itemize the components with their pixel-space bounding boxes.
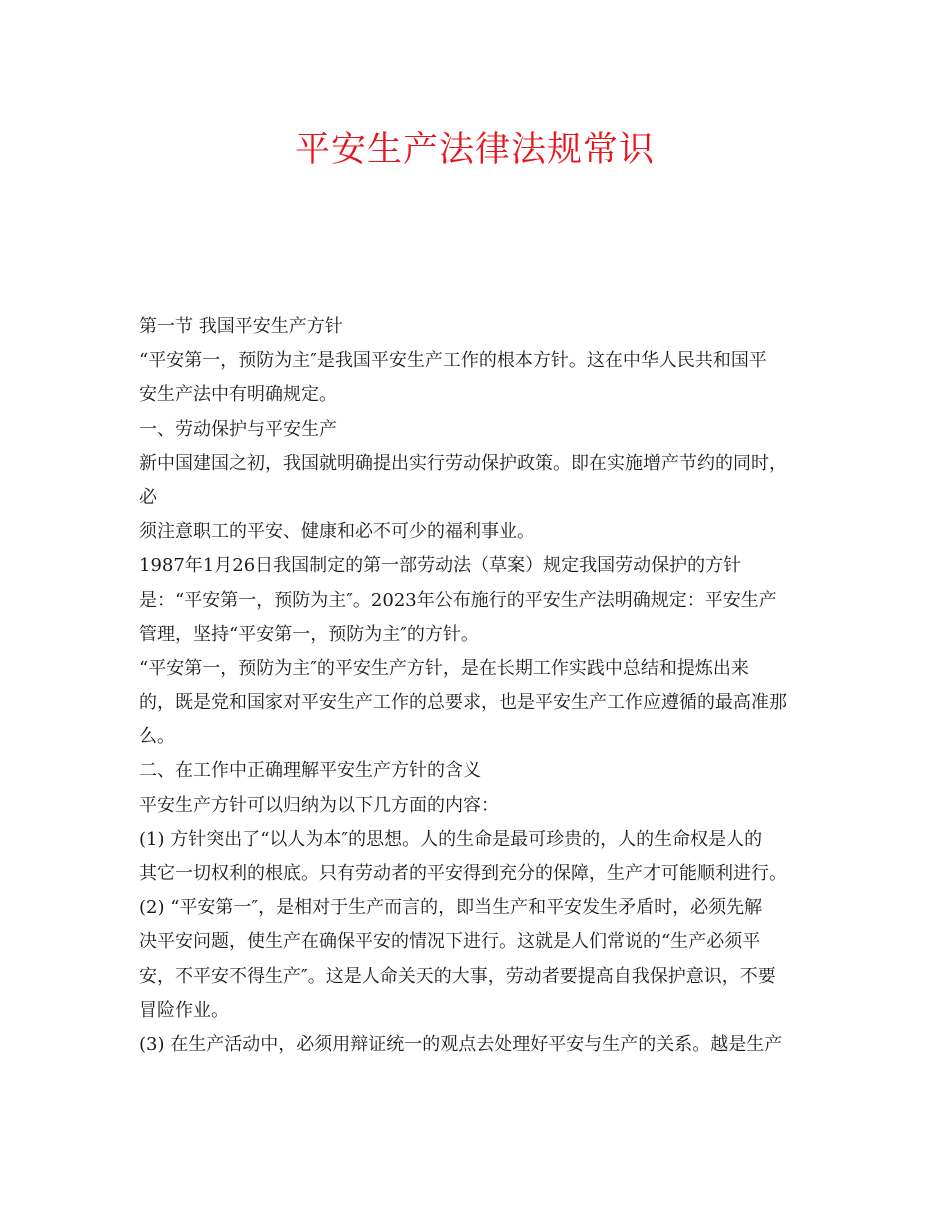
text-line: “平安第一，预防为主″的平安生产方针，是在长期工作实践中总结和提炼出来 <box>139 657 749 679</box>
text-line: 安，不平安不得生产″。这是人命关天的大事，劳动者要提高自我保护意识，不要 <box>139 965 776 987</box>
text-line: 的，既是党和国家对平安生产工作的总要求，也是平安生产工作应遵循的最高准那 <box>139 692 787 714</box>
text-line: 第一节 我国平安生产方针 <box>139 316 343 337</box>
text-line: 管理，坚持“平安第一，预防为主″的方针。 <box>139 623 479 645</box>
text-line: 决平安问题，使生产在确保平安的情况下进行。这就是人们常说的“生产必须平 <box>139 931 761 953</box>
text-line: 1987年1月26日我国制定的第一部劳动法（草案）规定我国劳动保护的方针 <box>139 555 742 577</box>
page-title: 平安生产法律法规常识 <box>294 130 655 170</box>
text-line: (1) 方针突出了“以人为本″的思想。人的生命是最可珍贵的，人的生命权是人的 <box>139 828 763 850</box>
text-line: 二、在工作中正确理解平安生产方针的含义 <box>139 760 481 782</box>
text-line: (3) 在生产活动中，必须用辩证统一的观点去处理好平安与生产的关系。越是生产 <box>139 1033 783 1055</box>
text-line: 一、劳动保护与平安生产 <box>139 418 337 440</box>
text-line: 安生产法中有明确规定。 <box>139 384 337 406</box>
text-line: 必 <box>139 486 157 508</box>
text-line: 是：“平安第一，预防为主″。2023年公布施行的平安生产法明确规定：平安生产 <box>139 589 777 611</box>
text-line: 新中国建国之初，我国就明确提出实行劳动保护政策。即在实施增产节约的同时， <box>139 452 787 474</box>
document-body <box>139 310 819 1062</box>
text-line: 其它一切权利的根底。只有劳动者的平安得到充分的保障，生产才可能顺利进行。 <box>139 863 787 884</box>
text-line: (2) “平安第一″，是相对于生产而言的，即当生产和平安发生矛盾时，必须先解 <box>139 897 763 919</box>
text-line: “平安第一，预防为主″是我国平安生产工作的根本方针。这在中华人民共和国平 <box>139 350 767 372</box>
text-line: 么。 <box>139 726 175 748</box>
text-line: 须注意职工的平安、健康和必不可少的福利事业。 <box>139 521 535 543</box>
text-line: 冒险作业。 <box>139 999 229 1021</box>
text-line: 平安生产方针可以归纳为以下几方面的内容： <box>139 794 499 816</box>
